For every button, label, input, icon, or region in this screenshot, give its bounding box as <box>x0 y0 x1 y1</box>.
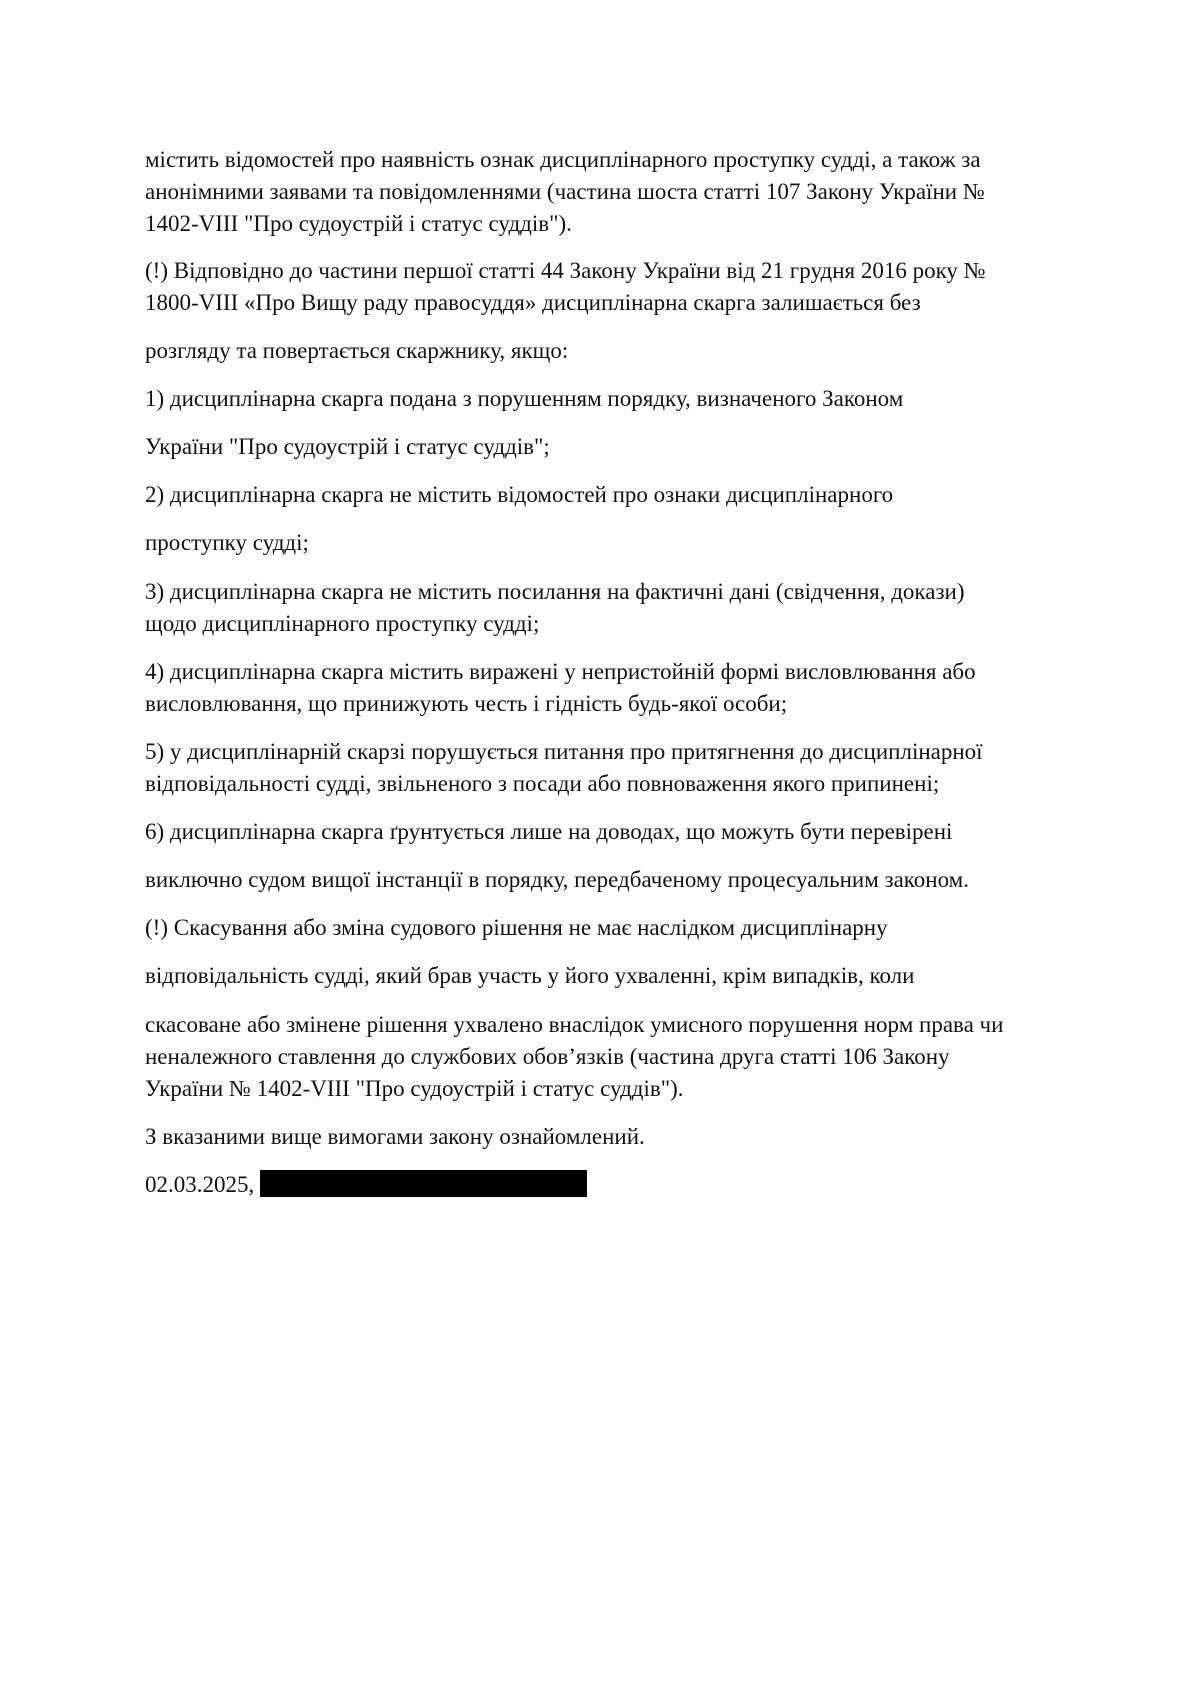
signature-date: 02.03.2025, <box>145 1172 255 1197</box>
text-line: скасоване або змінене рішення ухвалено внаслідок умисного порушення норм права чи <box>145 1012 1004 1037</box>
text-line: України № 1402-VIII "Про судоустрій і статус суддів"). <box>145 1076 684 1101</box>
text-line: містить відомостей про наявність ознак дисциплінарного проступку судді, а також за <box>145 147 981 172</box>
text-line: 3) дисциплінарна скарга не містить посилання на фактичні дані (свідчення, докази) <box>145 579 965 604</box>
text-line: 1800-VIII «Про Вищу раду правосуддя» дисциплінарна скарга залишається без <box>145 290 921 315</box>
text-line: України "Про судоустрій і статус суддів"; <box>145 434 550 459</box>
text-line: анонімними заявами та повідомленнями (частина шоста статті 107 Закону України № <box>145 179 985 204</box>
text-line: 1) дисциплінарна скарга подана з порушенням порядку, визначеного Законом <box>145 386 904 411</box>
signature-line <box>145 1170 587 1200</box>
document-page <box>145 0 1055 1683</box>
text-line: проступку судді; <box>145 530 309 555</box>
text-line: 1402-VIII "Про судоустрій і статус суддів"). <box>145 211 572 236</box>
text-line: висловлювання, що принижують честь і гідність будь-якої особи; <box>145 691 788 716</box>
text-line: З вказаними вище вимогами закону ознайомлений. <box>145 1124 645 1149</box>
text-line: щодо дисциплінарного проступку судді; <box>145 611 540 636</box>
text-line: відповідальність судді, який брав участь у його ухваленні, крім випадків, коли <box>145 963 915 988</box>
text-line: 2) дисциплінарна скарга не містить відомостей про ознаки дисциплінарного <box>145 482 894 507</box>
text-line: (!) Скасування або зміна судового рішення не має наслідком дисциплінарну <box>145 915 888 940</box>
text-line: розгляду та повертається скаржнику, якщо: <box>145 338 569 363</box>
text-line: 6) дисциплінарна скарга ґрунтується лише на доводах, що можуть бути перевірені <box>145 819 953 844</box>
text-line: неналежного ставлення до службових обов’язків (частина друга статті 106 Закону <box>145 1044 950 1069</box>
text-line: 5) у дисциплінарній скарзі порушується питання про притягнення до дисциплінарної <box>145 739 983 764</box>
text-line: (!) Відповідно до частини першої статті 44 Закону України від 21 грудня 2016 року № <box>145 258 986 283</box>
text-line: відповідальності судді, звільненого з посади або повноваження якого припинені; <box>145 771 940 796</box>
text-line: виключно судом вищої інстанції в порядку, передбаченому процесуальним законом. <box>145 867 969 892</box>
redacted-signature <box>260 1170 587 1197</box>
text-line: 4) дисциплінарна скарга містить виражені у непристойній формі висловлювання або <box>145 659 976 684</box>
